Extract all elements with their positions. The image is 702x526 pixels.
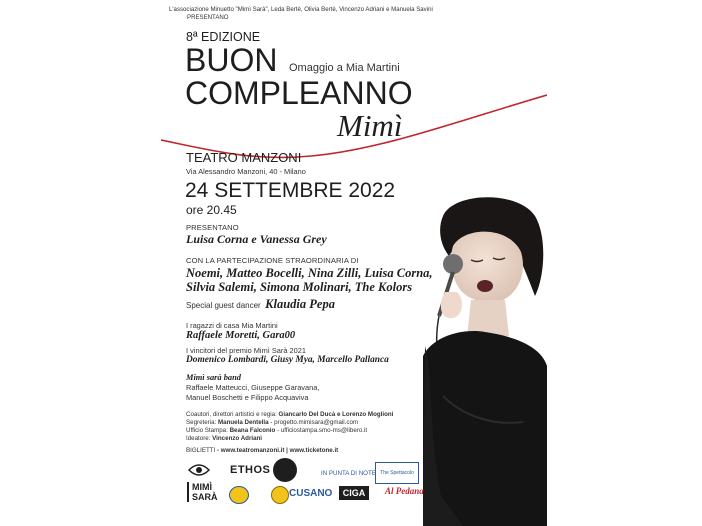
credits-line-3 bbox=[186, 427, 367, 434]
crest-logo-icon bbox=[229, 486, 249, 504]
winners-names: Domenico Lombardi, Giusy Mya, Marcello Pallanca bbox=[186, 355, 389, 365]
title-compleanno: COMPLEANNO bbox=[185, 75, 413, 111]
credits-line-2 bbox=[186, 419, 358, 426]
mimi-sara-line-1: MIMÌ bbox=[192, 482, 212, 492]
medal-logo-icon bbox=[271, 486, 289, 504]
guests-line-2: Silvia Salemi, Simona Molinari, The Kolors bbox=[186, 280, 413, 294]
event-date: 24 SETTEMBRE 2022 bbox=[185, 179, 396, 202]
eye-logo bbox=[187, 462, 211, 478]
credits-creator-name: Vincenzo Adriani bbox=[212, 435, 263, 442]
credits-secretary-name: Manuela Dentella bbox=[218, 419, 269, 426]
venue-name: TEATRO MANZONI bbox=[186, 150, 302, 165]
event-poster bbox=[161, 0, 547, 526]
credits-creator-label: Ideatore: bbox=[186, 435, 211, 442]
tickets-label: BIGLIETTI bbox=[186, 447, 216, 454]
special-guest-prefix: Special guest dancer bbox=[186, 301, 261, 310]
venue-address: Via Alessandro Manzoni, 40 - Milano bbox=[186, 167, 306, 176]
hosts-names: Luisa Corna e Vanessa Grey bbox=[186, 232, 327, 246]
credits-secretary-label: Segreteria: bbox=[186, 419, 217, 426]
presenters-line: L'associazione Minuetto "Mimì Sarà", Leda Bertè, Olivia Bertè, Vincenzo Adriani e Manuela Savini bbox=[169, 6, 433, 13]
band-title: Mimì sarà band bbox=[186, 373, 241, 382]
mimi-sara-logo bbox=[187, 482, 223, 502]
singer-photo bbox=[423, 196, 547, 526]
edition-label: 8ª EDIZIONE bbox=[186, 30, 261, 44]
credits-press-contact: - ufficiostampa.smo-ms@libero.it bbox=[277, 427, 368, 434]
credits-press-label: Ufficio Stampa: bbox=[186, 427, 228, 434]
special-guest-name: Klaudia Pepa bbox=[265, 297, 335, 311]
band-line-1: Raffaele Matteucci, Giuseppe Garavana, bbox=[186, 383, 320, 392]
ciga-logo: CIGA bbox=[339, 486, 369, 500]
presenters-word: PRESENTANO bbox=[187, 14, 229, 21]
cusano-logo: CUSANO bbox=[289, 488, 333, 499]
vinyl-logo-icon bbox=[273, 458, 297, 482]
credits-direction-label: Coautori, direttori artistici e regia: bbox=[186, 411, 277, 418]
inpunta-logo: IN PUNTA DI NOTE bbox=[321, 470, 376, 477]
hosts-label: PRESENTANO bbox=[186, 223, 239, 232]
band-line-2: Manuel Boschetti e Filippo Acquaviva bbox=[186, 393, 309, 402]
guests-label: CON LA PARTECIPAZIONE STRAORDINARIA DI bbox=[186, 256, 359, 265]
mimi-sara-line-2: SARÀ bbox=[192, 492, 218, 502]
house-label: I ragazzi di casa Mia Martini bbox=[186, 321, 278, 330]
spettacolo-text: The Spettacolo bbox=[380, 470, 414, 476]
tickets-line bbox=[186, 447, 338, 454]
special-guest-row bbox=[186, 295, 335, 313]
alpadana-logo: Al Pedana bbox=[385, 486, 424, 496]
credits-press-name: Beana Falconio bbox=[229, 427, 276, 434]
ethos-logo: ETHOS bbox=[230, 464, 271, 476]
credits-direction-names: Giancarlo Del Ducà e Lorenzo Moglioni bbox=[278, 411, 394, 418]
house-names: Raffaele Moretti, Gara00 bbox=[186, 330, 296, 341]
guests-line-1: Noemi, Matteo Bocelli, Nina Zilli, Luisa Corna, bbox=[186, 266, 433, 280]
winners-label: I vincitori del premio Mimì Sarà 2021 bbox=[186, 346, 306, 355]
tickets-links: - www.teatromanzoni.it | www.ticketone.it bbox=[216, 447, 339, 454]
credits-secretary-contact: - progetto.mimisara@gmail.com bbox=[270, 419, 359, 426]
title-mimi: Mimì bbox=[337, 108, 403, 143]
eye-icon bbox=[187, 462, 211, 478]
credits-line-4 bbox=[186, 435, 262, 442]
tribute-subtitle: Omaggio a Mia Martini bbox=[289, 62, 400, 74]
spettacolo-logo bbox=[375, 462, 419, 484]
title-buon: BUON bbox=[185, 42, 278, 78]
event-time: ore 20.45 bbox=[186, 203, 237, 217]
credits-line-1 bbox=[186, 411, 393, 418]
